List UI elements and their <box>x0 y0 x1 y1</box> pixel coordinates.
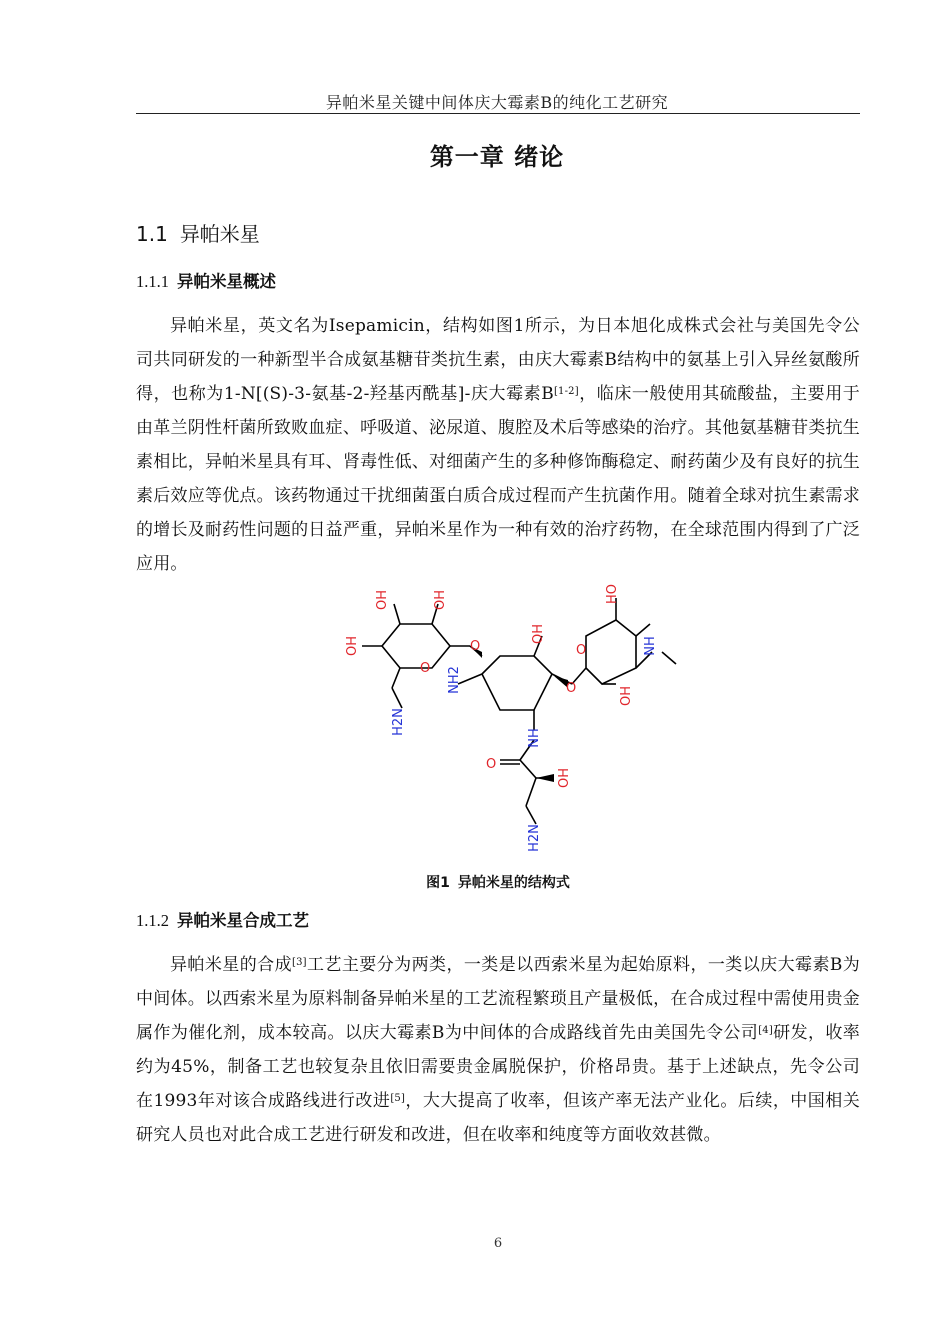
bond <box>520 760 536 778</box>
hydroxyl-label: OH <box>557 767 572 789</box>
bond <box>636 624 650 636</box>
section-1-1-1-heading <box>136 268 276 292</box>
paragraph-text: ，大大提高了收率，但该产率无法产业化。后续，中国相关研究人员也对此合成工艺进行研发和改进，但在收率和纯度等方面收效甚微。 <box>136 1091 861 1145</box>
bond <box>526 778 536 806</box>
subsection-title: 异帕米星合成工艺 <box>177 911 309 930</box>
ring-oxygen-label: O <box>420 661 431 676</box>
bond <box>382 624 450 668</box>
paragraph-text: 异帕米星，英文名为Isepamicin，结构如图1所示，为日本旭化成株式会社与美国先令公司共同研发的一种新型半合成氨基糖苷类抗生素，由庆大霉素B结构中的氨基上引入异丝氨酸所得，也称为1-N[(S)-3-氨基-2-羟基丙酰基]-庆大霉素B <box>136 316 860 404</box>
subsection-number: 1.1.2 <box>136 911 169 930</box>
running-header: 异帕米星关键中间体庆大霉素B的纯化工艺研究 <box>325 93 669 112</box>
ring-oxygen-label: O <box>576 643 587 658</box>
wedge-bond <box>536 774 554 782</box>
amide-nh-label: NH <box>527 728 542 748</box>
paragraph-text: ，临床一般使用其硫酸盐，主要用于由革兰阴性杆菌所致败血症、呼吸道、泌尿道、腹腔及术后等感染的治疗。其他氨基糖苷类抗生素相比，异帕米星具有耳、肾毒性低、对细菌产生的多种修饰酶稳定、耐药菌少及有良好的抗生素后效应等优点。该药物通过干扰细菌蛋白质合成过程而产生抗菌作用。随着全球对抗生素需求的增长及耐药性问题的日益严重，异帕米星作为一种有效的治疗药物，在全球范围内得到了广泛应用。 <box>136 384 861 574</box>
isepamicin-structure-figure <box>340 580 695 855</box>
bond <box>394 604 400 624</box>
hydroxyl-label: HO <box>605 583 620 605</box>
bond <box>392 668 400 688</box>
page-number: 6 <box>493 1236 503 1251</box>
paragraph-text: 工艺主要分为两类，一类是以西索米星为起始原料，一类以庆大霉素B为中间体。以西索米星为原料制备异帕米星的工艺流程繁琐且产量极低，在合成过程中需使用贵金属作为催化剂，成本较高。以庆大霉素B为中间体的合成路线首先由美国先令公司 <box>136 955 860 1043</box>
section-number: 1.1 <box>136 222 168 246</box>
paragraph-text: 研发，收率约为45%，制备工艺也较复杂且依旧需要贵金属脱保护，价格昂贵。基于上述缺点，先令公司在1993年对该合成路线进行改进 <box>136 1023 860 1111</box>
section-1-1-heading <box>136 218 260 247</box>
methylamine-label: NH <box>643 636 658 656</box>
carbonyl-oxygen-label: O <box>486 757 497 772</box>
hydroxyl-label: OH <box>375 589 390 611</box>
citation: [5] <box>390 1093 406 1104</box>
hydroxyl-label: OH <box>531 623 546 645</box>
hydroxyl-label: OH <box>433 589 448 611</box>
glycosidic-oxygen-label: O <box>566 681 577 696</box>
bond <box>662 652 676 664</box>
bond <box>482 656 552 710</box>
hydroxyl-label: OH <box>619 685 634 707</box>
paragraph-text: 异帕米星的合成 <box>170 955 293 975</box>
chapter-title: 第一章 绪论 <box>429 143 565 171</box>
citation: [4] <box>758 1025 773 1036</box>
citation: [1-2] <box>553 386 579 397</box>
amine-label: H2N <box>391 708 406 736</box>
figure-number: 图1 <box>426 875 450 891</box>
atom-labels <box>345 584 658 852</box>
hydroxyl-label: OH <box>345 635 360 657</box>
amine-label: H2N <box>527 824 542 852</box>
subsection-number: 1.1.1 <box>136 272 169 291</box>
amine-label: NH2 <box>447 666 462 694</box>
overview-paragraph <box>136 309 860 581</box>
subsection-title: 异帕米星概述 <box>177 272 276 291</box>
synthesis-paragraph <box>136 948 860 1152</box>
header-rule <box>136 113 860 114</box>
figure-caption <box>136 872 860 892</box>
section-1-1-2-heading <box>136 907 309 931</box>
figure-caption-text: 异帕米星的结构式 <box>457 875 570 891</box>
glycosidic-oxygen-label: O <box>470 639 481 654</box>
citation: [3] <box>292 957 307 968</box>
bond <box>526 806 536 824</box>
section-title: 异帕米星 <box>179 222 260 246</box>
molecule-bonds <box>362 598 676 824</box>
bond <box>392 688 402 708</box>
